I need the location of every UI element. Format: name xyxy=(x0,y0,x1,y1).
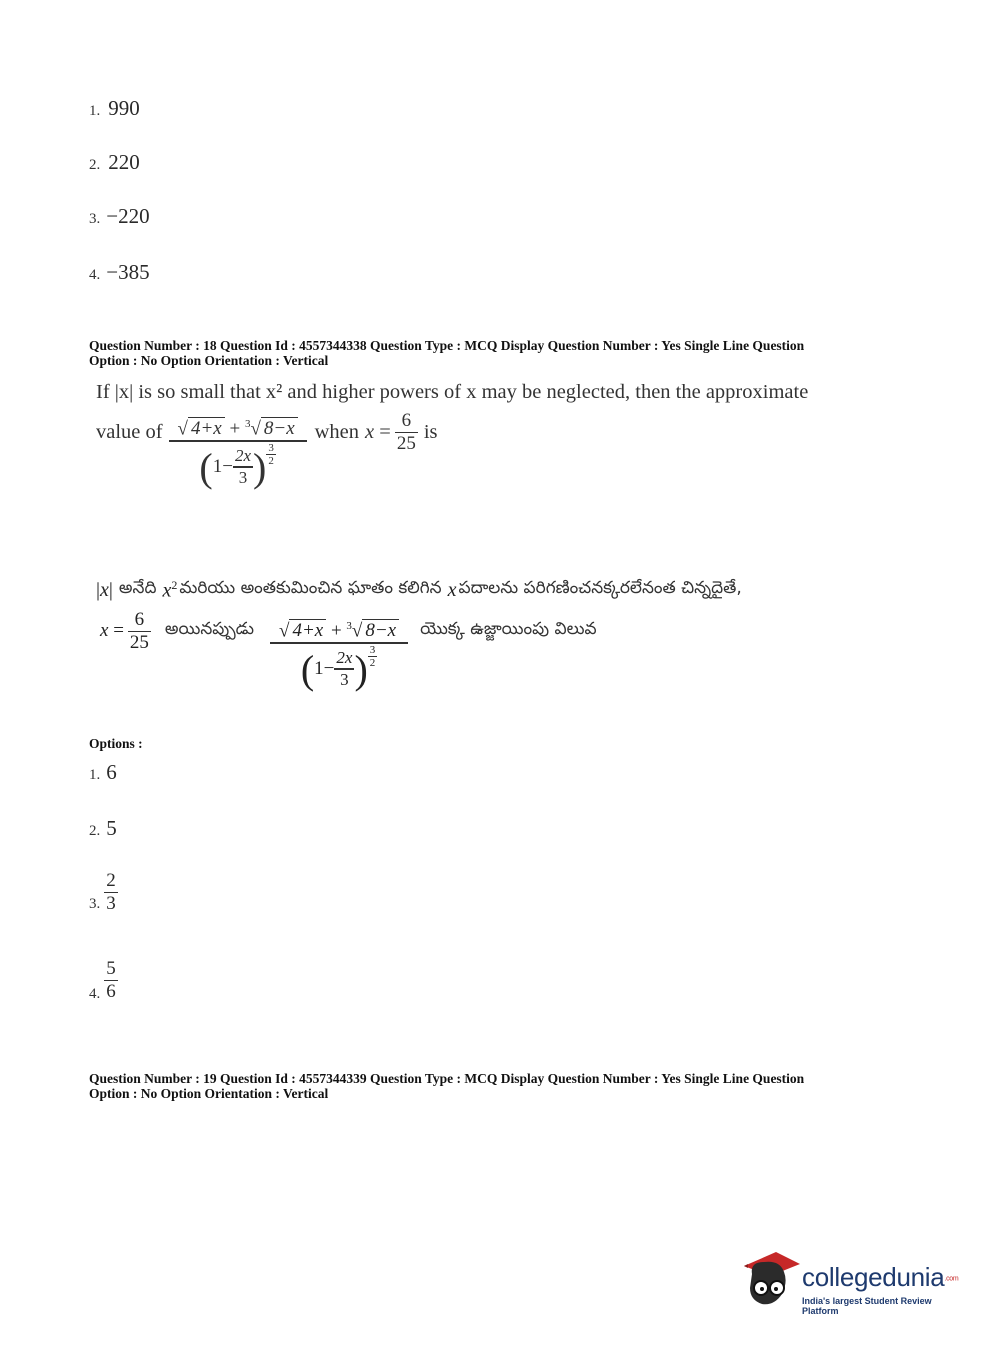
q18-english-expression xyxy=(96,409,438,491)
mascot-icon xyxy=(740,1248,802,1314)
option-2: 2. 5 xyxy=(89,816,117,840)
is-label: is xyxy=(423,420,438,443)
q18-meta-line2: Option : No Option Orientation : Vertical xyxy=(89,353,329,368)
q19-meta-line2: Option : No Option Orientation : Vertical xyxy=(89,1086,329,1101)
q19-meta-line1: Question Number : 19 Question Id : 4557344339 Question Type : MCQ Display Question Number : Yes Single Line Question xyxy=(89,1071,805,1086)
telugu-expression-fraction: √ 4+x + $^3$√ 8−x ( 1− $\frac{2x}{3}$ ) $\frac{3}{2}$ xyxy=(270,620,408,693)
prev-option-3: 3. −220 xyxy=(89,204,150,228)
expression-denominator: ( 1− $\frac{2x}{3}$ ) $\frac{3}{2}$ xyxy=(199,441,274,490)
q18-meta-line1: Question Number : 18 Question Id : 4557344338 Question Type : MCQ Display Question Number : Yes Single Line Question xyxy=(89,338,805,353)
when-label: when xyxy=(314,420,360,443)
options-label: Options : xyxy=(89,736,143,751)
collegedunia-logo xyxy=(740,1248,970,1314)
q18-english-line1: If |x| is so small that x² and higher powers of x may be neglected, then the approximate xyxy=(96,381,809,403)
x-equals: x = xyxy=(365,420,391,443)
abs-x: |x| xyxy=(96,578,113,601)
prev-option-2: 2. 220 xyxy=(89,150,140,174)
logo-wordmark: collegedunia.com xyxy=(802,1262,959,1292)
q18-telugu-line1: |x| అనేది $x^2$ మరియు అంతకుమించిన ఘాతం కలిగిన x పదాలను పరిగణించనక్కరలేనంత చిన్నదైతే, xyxy=(96,578,742,602)
option-3: 3. $\frac{2}{3}$ xyxy=(89,870,116,915)
value-of-label: value of xyxy=(96,420,163,443)
option-1: 1. 6 xyxy=(89,760,117,784)
q19-meta xyxy=(89,1071,949,1101)
fraction-bar xyxy=(169,440,307,441)
telugu-x-fraction: $\frac{6}{25}$ xyxy=(129,608,149,653)
q18-telugu-expression: x = $\frac{6}{25}$ అయినప్పుడు √ 4+x + $^3$√ 8−x ( 1− $\frac{2x}{3}$ ) $\frac{3}{2}$ యొక్క ఉజ్జాయింపు విలువ xyxy=(100,608,597,692)
x-value-fraction: $\frac{6}{25}$ xyxy=(396,409,416,454)
expression-numerator: √ 4+x + $^3$√ 8−x xyxy=(176,418,300,440)
q18-meta xyxy=(89,338,949,368)
expression-fraction xyxy=(169,418,307,491)
prev-option-1: 1. 990 xyxy=(89,96,140,120)
prev-option-4: 4. −385 xyxy=(89,260,150,284)
logo-tagline: India's largest Student Review Platform xyxy=(802,1296,932,1316)
option-4: 4. $\frac{5}{6}$ xyxy=(89,958,116,1003)
